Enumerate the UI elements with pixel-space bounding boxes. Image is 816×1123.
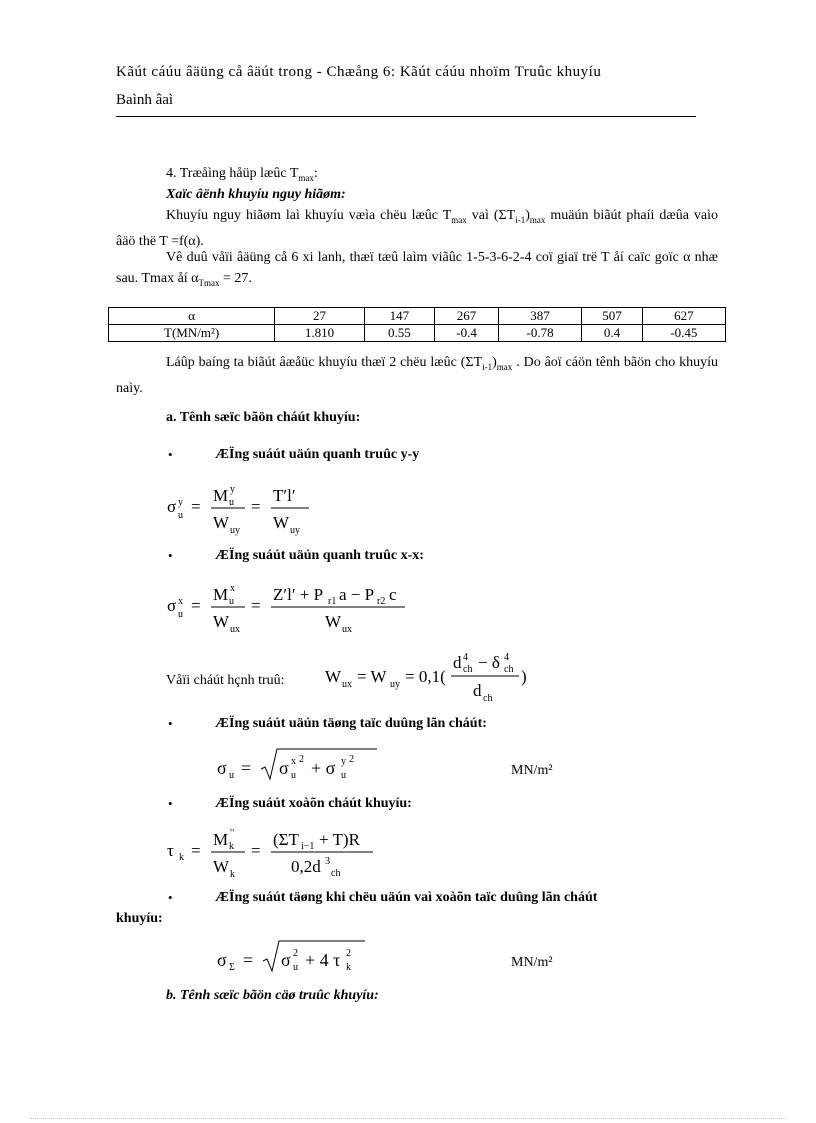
svg-text:u: u (229, 770, 234, 781)
svg-text:i−1: i−1 (301, 841, 315, 852)
svg-text:k: k (230, 869, 235, 880)
total-bending-stress-heading: ÆÏng suáút uäún täøng taïc duûng lãn cháút: (215, 716, 487, 731)
table-cell: 27 (275, 308, 365, 325)
svg-text:4: 4 (463, 652, 468, 663)
table-cell: 0.55 (364, 325, 434, 342)
svg-text:ch: ch (463, 664, 473, 675)
section-4-title: 4. Træåìng håüp læûc $T_{max}$: (166, 166, 318, 183)
bullet-icon: • (168, 716, 173, 731)
table-row (109, 325, 726, 342)
svg-text:u: u (291, 770, 296, 781)
table-cell: 387 (498, 308, 581, 325)
svg-text:uy: uy (230, 525, 240, 536)
svg-text:ux: ux (230, 624, 240, 635)
svg-text:T′l′: T′l′ (273, 486, 296, 505)
svg-text:ux: ux (342, 679, 352, 690)
svg-text:− δ: − δ (478, 653, 500, 672)
svg-text:3: 3 (325, 856, 330, 867)
torsion-stress-heading: ÆÏng suáút xoàõn cháút khuyíu: (215, 796, 412, 811)
bullet-icon: • (168, 548, 173, 563)
svg-text:=: = (241, 758, 252, 778)
svg-text:σ: σ (279, 758, 289, 778)
table-cell: 627 (642, 308, 725, 325)
svg-text:= W: = W (357, 667, 387, 686)
svg-text:(ΣT: (ΣT (273, 830, 299, 849)
svg-text:M: M (213, 830, 229, 849)
svg-text:+ 4 τ: + 4 τ (305, 950, 341, 970)
svg-text:k: k (179, 852, 184, 863)
table-cell: α (109, 308, 275, 325)
table-cell: T(MN/m²) (109, 325, 275, 342)
svg-text:W: W (273, 513, 290, 532)
svg-text:= 0,1(: = 0,1( (405, 667, 446, 686)
formula-sigma-u (215, 745, 385, 785)
bullet-icon: • (168, 447, 173, 462)
svg-text:=: = (251, 497, 261, 516)
svg-text:W: W (213, 857, 230, 876)
svg-text:ch: ch (483, 693, 493, 704)
svg-text:τ: τ (167, 841, 174, 860)
svg-text:ch: ch (504, 664, 514, 675)
footer-divider (30, 1118, 786, 1119)
svg-text:u: u (341, 770, 346, 781)
svg-text:r1: r1 (328, 596, 337, 607)
formula-sigma-y (165, 478, 325, 536)
svg-text:+ σ: + σ (311, 758, 336, 778)
svg-text:2: 2 (293, 948, 298, 959)
svg-text:r2: r2 (377, 596, 386, 607)
combined-stress-heading: ÆÏng suáút täøng khi chëu uäún vaì xoàõn taïc duûng lãn cháút (215, 890, 598, 905)
svg-text:W: W (213, 612, 230, 631)
svg-text:uy: uy (290, 525, 300, 536)
formula-sigma-total (215, 937, 385, 977)
svg-text:σ: σ (167, 497, 177, 516)
table-cell: -0.78 (498, 325, 581, 342)
svg-text:+ T)R: + T)R (319, 830, 360, 849)
svg-text:W: W (325, 667, 342, 686)
bullet-icon: • (168, 796, 173, 811)
svg-text:u: u (229, 596, 234, 607)
bullet-icon: • (168, 890, 173, 905)
bending-stress-x-heading: ÆÏng suáút uäún quanh truûc x-x: (215, 548, 424, 563)
page-header-line2: Baình âaì (116, 92, 174, 108)
paragraph-after-table: Láûp baíng ta biãút âæåüc khuyíu thæï 2 chëu læûc $(\Sigma T_{i-1})_{max}$ . Do âoï cáön tênh bãön cho khuyíu naìy. (116, 355, 719, 396)
svg-text:x: x (230, 583, 235, 594)
svg-text:y: y (178, 497, 183, 508)
paragraph-2: Vê duû våïi âäüng cå 6 xi lanh, thæï tæû laìm viãûc 1-5-3-6-2-4 coï giaï trë T åí caïc goïc α nhæ sau. Tmax åí $\alpha_{Tmax} = 27$. (116, 250, 718, 288)
svg-text:=: = (251, 841, 261, 860)
svg-text:d: d (473, 681, 482, 700)
unit-label: MN/m² (511, 955, 553, 970)
svg-text:W: W (213, 513, 230, 532)
svg-text:σ: σ (167, 596, 177, 615)
table-header-row (109, 308, 726, 325)
svg-text:): ) (521, 667, 527, 686)
formula-tau-k (165, 822, 385, 880)
svg-text:=: = (191, 596, 201, 615)
svg-text:ux: ux (342, 624, 352, 635)
table-cell: 1.810 (275, 325, 365, 342)
page-header-line1: Kãút cáúu âäüng cå âäút trong - Chæång 6: Kãút cáúu nhoïm Truûc khuyíu (116, 64, 602, 80)
svg-text:2: 2 (299, 754, 304, 765)
svg-text:x: x (178, 596, 183, 607)
table-cell: 0.4 (582, 325, 643, 342)
svg-text:4: 4 (504, 652, 509, 663)
svg-text:=: = (251, 596, 261, 615)
svg-text:u: u (293, 962, 298, 973)
svg-text:x: x (291, 756, 296, 767)
unit-label: MN/m² (511, 763, 553, 778)
hollow-shaft-label: Våïi cháút hçnh truû: (166, 673, 285, 688)
table-cell: 147 (364, 308, 434, 325)
svg-text:σ: σ (281, 950, 291, 970)
svg-text:k: k (229, 841, 234, 852)
paragraph-1: Khuyíu nguy hiãøm laì khuyíu væìa chëu læûc $T_{max}$ vaì $(\Sigma T_{i-1})_{max}$ muäún biãút phaíi dæûa vaìo âäö thë T =f(α). (116, 208, 718, 249)
svg-text:M: M (213, 585, 229, 604)
svg-text:k: k (346, 962, 351, 973)
svg-text:ch: ch (331, 868, 341, 879)
svg-text:σ: σ (217, 758, 227, 778)
svg-text:′′: ′′ (230, 828, 235, 839)
angle-torque-table (108, 307, 726, 342)
svg-text:=: = (191, 497, 201, 516)
svg-text:Z′l′ + P: Z′l′ + P (273, 585, 324, 604)
formula-section-modulus (323, 648, 543, 706)
table-cell: -0.45 (642, 325, 725, 342)
svg-text:a − P: a − P (339, 585, 375, 604)
table-cell: -0.4 (435, 325, 499, 342)
svg-text:2: 2 (349, 754, 354, 765)
svg-text:0,2d: 0,2d (291, 857, 321, 876)
svg-text:W: W (325, 612, 342, 631)
svg-text:σ: σ (217, 950, 227, 970)
bending-stress-y-heading: ÆÏng suáút uäún quanh truûc y-y (215, 447, 420, 462)
svg-text:y: y (230, 484, 235, 495)
formula-sigma-x (165, 577, 425, 635)
table-cell: 267 (435, 308, 499, 325)
svg-text:Σ: Σ (229, 962, 235, 973)
svg-text:u: u (178, 609, 183, 620)
combined-stress-heading-cont: khuyíu: (116, 911, 163, 926)
svg-text:u: u (229, 497, 234, 508)
svg-text:y: y (341, 756, 346, 767)
svg-text:d: d (453, 653, 462, 672)
svg-text:M: M (213, 486, 229, 505)
section-b-heading: b. Tênh sæïc bãön cäø truûc khuyíu: (166, 988, 379, 1003)
svg-text:2: 2 (346, 948, 351, 959)
svg-text:uy: uy (390, 679, 400, 690)
svg-text:c: c (389, 585, 397, 604)
header-divider (116, 116, 696, 117)
section-4-subtitle: Xaïc âënh khuyíu nguy hiãøm: (166, 187, 346, 202)
table-cell: 507 (582, 308, 643, 325)
svg-text:=: = (191, 841, 201, 860)
section-a-heading: a. Tênh sæïc bãön cháút khuyíu: (166, 410, 361, 425)
svg-text:=: = (243, 950, 254, 970)
svg-text:u: u (178, 510, 183, 521)
